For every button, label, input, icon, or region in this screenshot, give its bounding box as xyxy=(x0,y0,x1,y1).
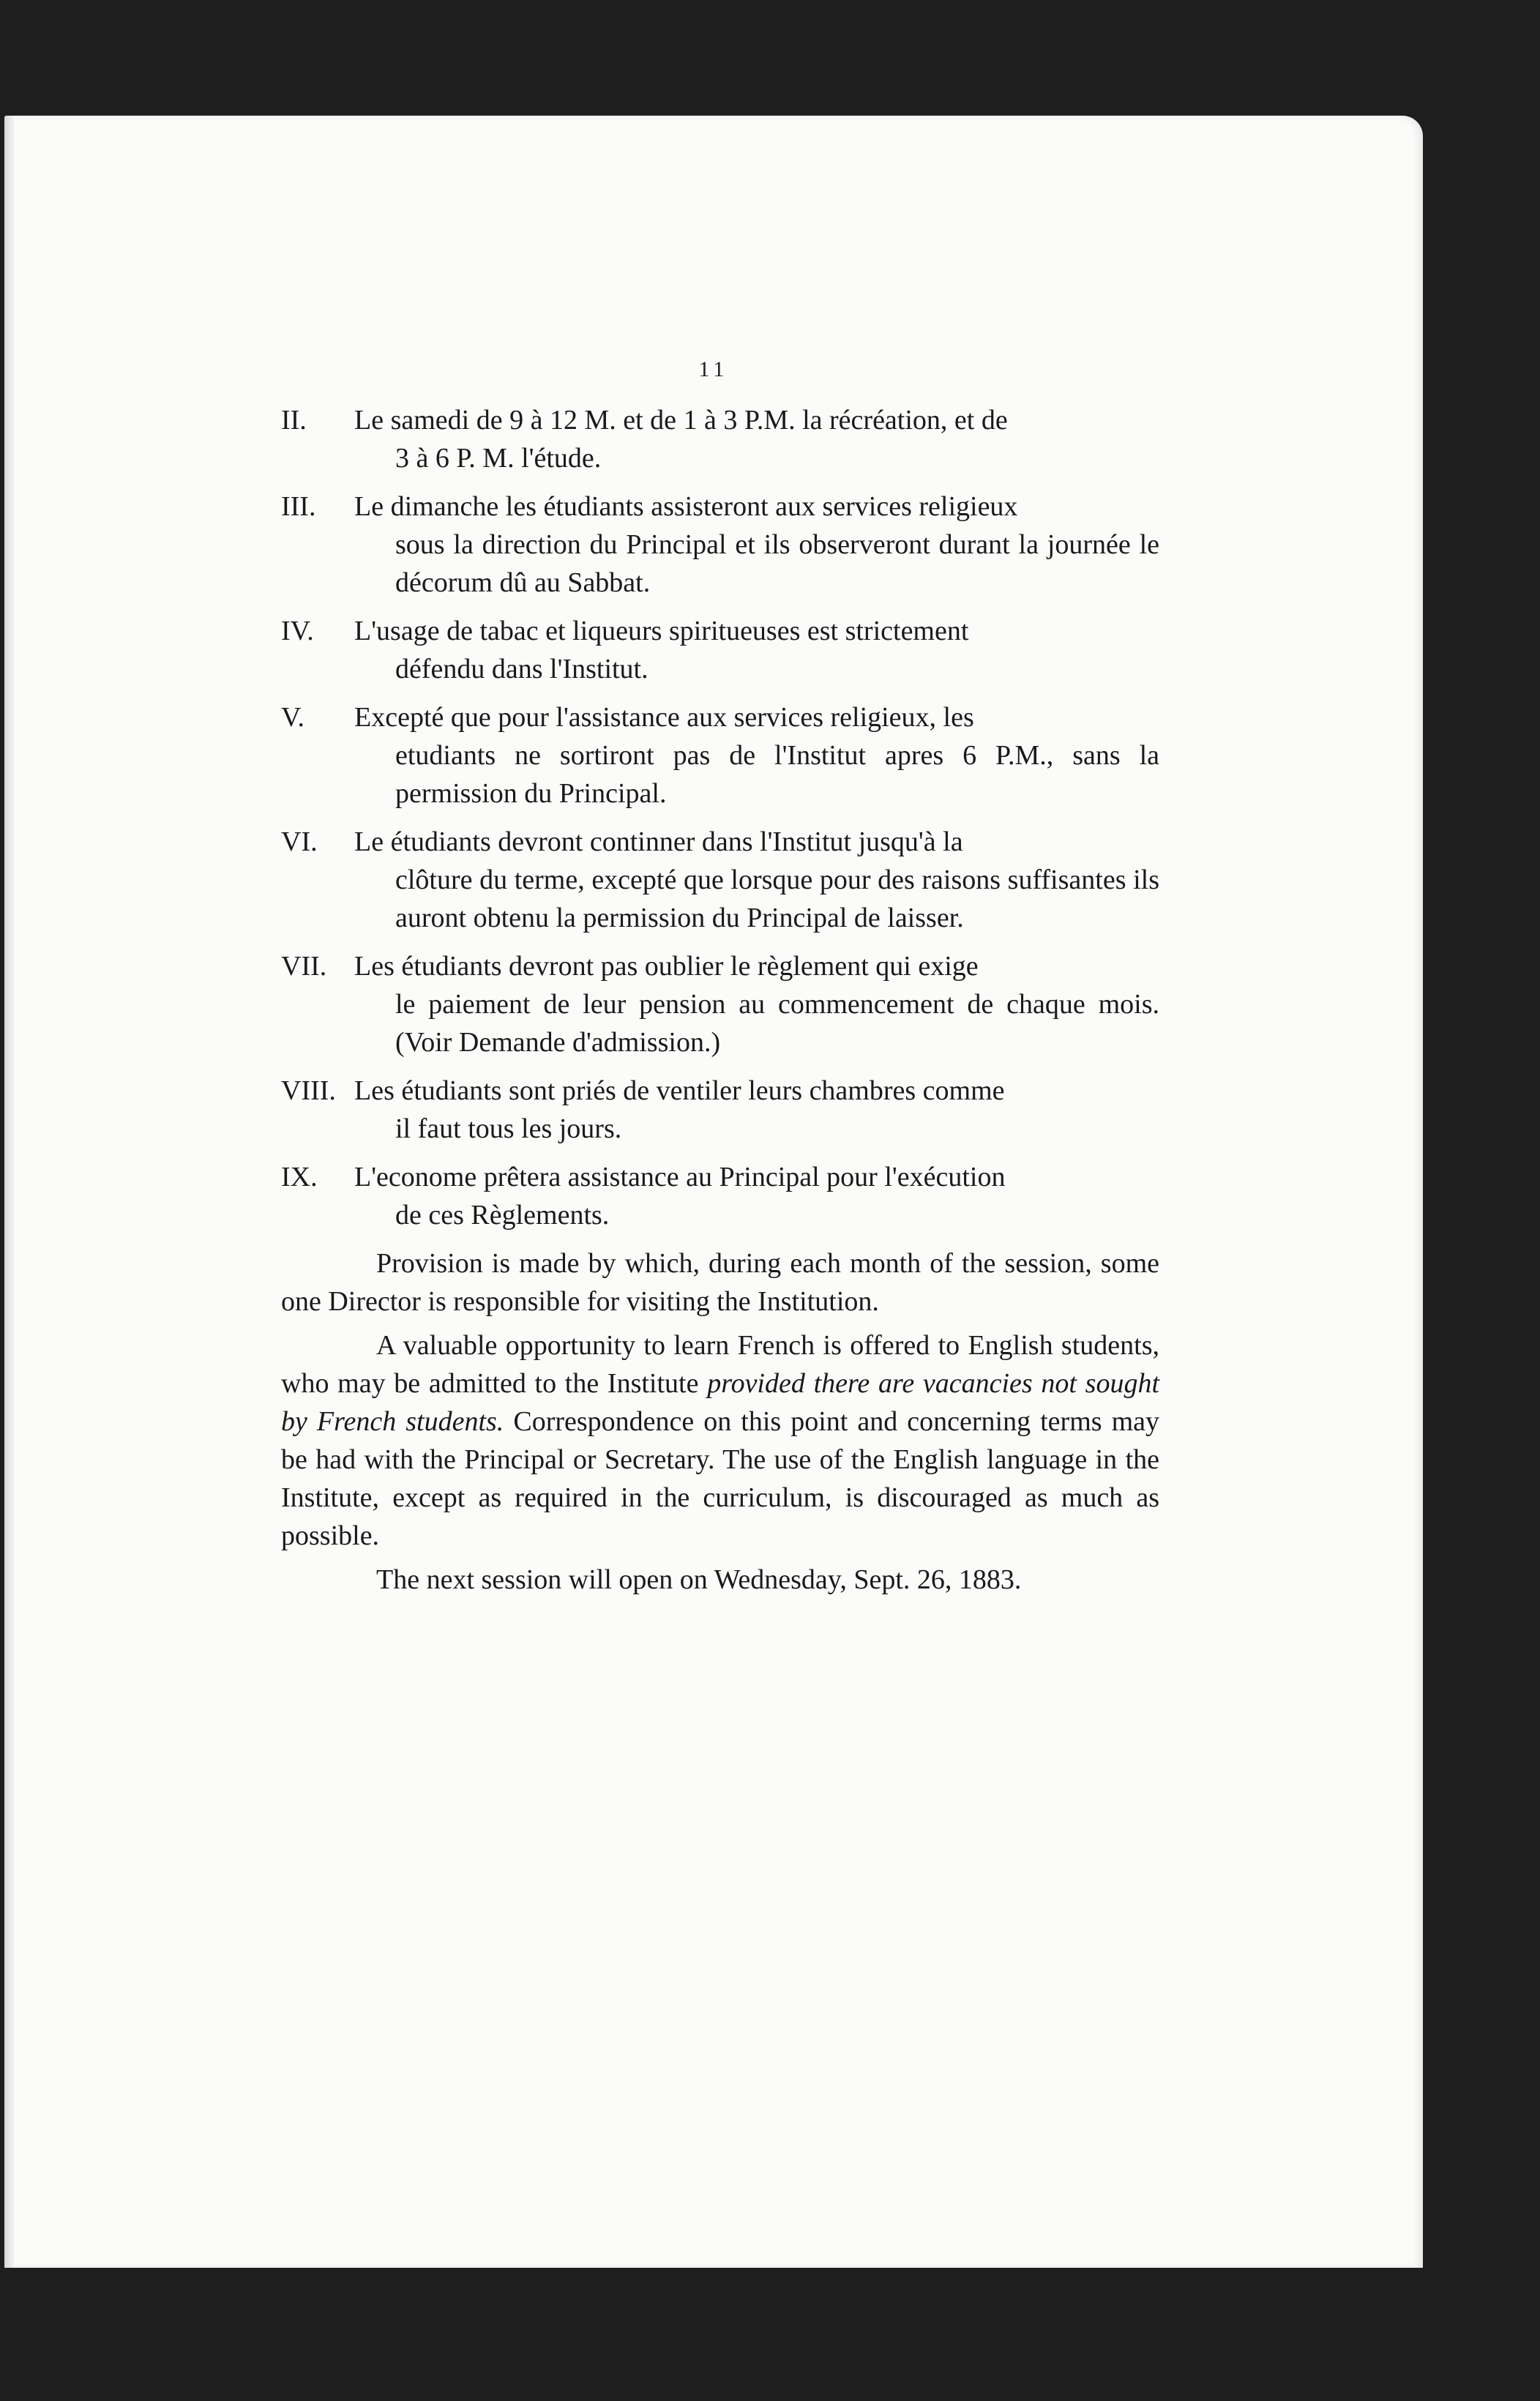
opportunity-text: A valuable opportunity to learn French is offered to English students, who may be admitted to the Institute xyxy=(281,1330,1159,1399)
rule-iv xyxy=(281,612,1159,688)
rule-text: Les étudiants sont priés de ventiler leurs chambres comme xyxy=(354,1075,1005,1106)
rule-vi xyxy=(281,823,1159,937)
rule-numeral: IV. xyxy=(281,616,314,646)
opportunity-paragraph xyxy=(281,1326,1159,1555)
rule-numeral: V. xyxy=(281,702,305,733)
rule-text-continued: etudiants ne sortiront pas de l'Institut apres 6 P.M., sans la permission du Principal. xyxy=(395,740,1159,809)
rule-text-continued: de ces Règlements. xyxy=(395,1200,610,1231)
rule-text: Les étudiants devront pas oublier le règlement qui exige xyxy=(354,951,979,982)
rule-text-continued: clôture du terme, excepté que lorsque pour des raisons suffisantes ils auront obtenu la permission du Principal de laisser. xyxy=(395,865,1159,933)
opportunity-italic-text: provided there are vacancies not sought by French students. xyxy=(281,1368,1160,1437)
rule-numeral: III. xyxy=(281,491,316,522)
rule-text-continued: défendu dans l'Institut. xyxy=(395,654,648,684)
rule-numeral: VII. xyxy=(281,951,327,982)
provision-paragraph: Provision is made by which, during each month of the session, some one Director is responsible for visiting the Institution. xyxy=(281,1248,1159,1317)
page-edge xyxy=(4,116,15,2268)
rule-numeral: VI. xyxy=(281,826,318,857)
rule-vii xyxy=(281,947,1159,1061)
rule-text: Le samedi de 9 à 12 M. et de 1 à 3 P.M. la récréation, et de xyxy=(354,405,1008,436)
rule-iii xyxy=(281,488,1159,602)
rule-numeral: VIII. xyxy=(281,1075,336,1106)
page-body xyxy=(281,401,1159,1599)
rule-numeral: IX. xyxy=(281,1162,318,1192)
rule-text-continued: le paiement de leur pension au commencement de chaque mois. (Voir Demande d'admission.) xyxy=(395,989,1159,1058)
rule-ii xyxy=(281,401,1159,477)
opportunity-text-continued: Correspondence on this point and concerning terms may be had with the Principal or Secretary. The use of the English language in the Institute, except as required in the curriculum, is discouraged as much as possible. xyxy=(281,1406,1160,1551)
rule-numeral: II. xyxy=(281,405,307,436)
rule-text-continued: sous la direction du Principal et ils observeront durant la journée le décorum dû au Sabbat. xyxy=(395,529,1159,598)
rule-text: L'econome prêtera assistance au Principal pour l'exécution xyxy=(354,1162,1006,1192)
rule-text-continued: il faut tous les jours. xyxy=(395,1113,622,1144)
rule-viii xyxy=(281,1072,1159,1148)
rule-text: L'usage de tabac et liqueurs spiritueuses est strictement xyxy=(354,616,969,646)
rule-text: Le dimanche les étudiants assisteront aux services religieux xyxy=(354,491,1018,522)
document-page xyxy=(4,116,1423,2268)
rule-v xyxy=(281,698,1159,813)
next-session-paragraph: The next session will open on Wednesday, Sept. 26, 1883. xyxy=(376,1564,1022,1595)
page-number: 11 xyxy=(698,357,729,381)
rule-text: Le étudiants devront continner dans l'Institut jusqu'à la xyxy=(354,826,963,857)
rule-text: Excepté que pour l'assistance aux services religieux, les xyxy=(354,702,974,733)
rule-ix xyxy=(281,1158,1159,1234)
rule-text-continued: 3 à 6 P. M. l'étude. xyxy=(395,443,602,474)
